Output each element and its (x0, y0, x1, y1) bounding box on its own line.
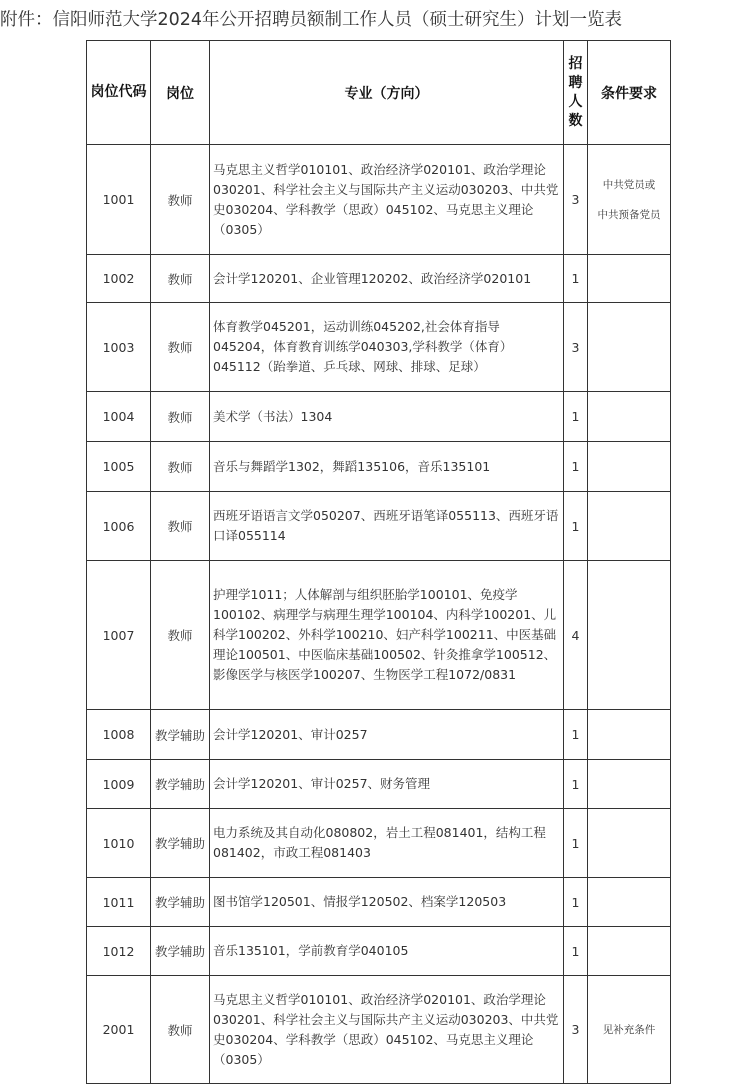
position-code: 1005 (87, 442, 151, 492)
position-name: 教学辅助 (151, 878, 210, 927)
position-code: 1007 (87, 561, 151, 710)
requirement-cell (588, 303, 671, 392)
recruit-count: 1 (564, 392, 588, 442)
recruit-count: 3 (564, 303, 588, 392)
table-row (87, 492, 671, 561)
position-name: 教师 (151, 255, 210, 303)
requirement-cell (588, 145, 671, 255)
header-major: 专业（方向） (210, 41, 564, 145)
position-name: 教师 (151, 303, 210, 392)
requirement-cell (588, 492, 671, 561)
header-position: 岗位 (151, 41, 210, 145)
position-code: 1004 (87, 392, 151, 442)
position-name: 教师 (151, 561, 210, 710)
major-cell: 会计学120201、审计0257、财务管理 (210, 760, 564, 809)
position-code: 1006 (87, 492, 151, 561)
position-code: 1012 (87, 927, 151, 976)
recruit-count: 1 (564, 710, 588, 760)
table-row (87, 255, 671, 303)
table-row (87, 927, 671, 976)
position-name: 教学辅助 (151, 760, 210, 809)
table-row (87, 878, 671, 927)
position-name: 教师 (151, 492, 210, 561)
table-row (87, 710, 671, 760)
position-code: 1008 (87, 710, 151, 760)
major-cell: 音乐135101，学前教育学040105 (210, 927, 564, 976)
header-requirements: 条件要求 (588, 41, 671, 145)
recruit-count: 1 (564, 927, 588, 976)
table-row (87, 303, 671, 392)
position-code: 1009 (87, 760, 151, 809)
recruit-count: 1 (564, 442, 588, 492)
position-name: 教师 (151, 392, 210, 442)
recruit-count: 3 (564, 976, 588, 1084)
position-name: 教师 (151, 442, 210, 492)
position-name: 教师 (151, 145, 210, 255)
table-row (87, 561, 671, 710)
header-position-code: 岗位代码 (87, 41, 151, 145)
requirement-cell (588, 760, 671, 809)
requirement-cell (588, 878, 671, 927)
recruit-count: 3 (564, 145, 588, 255)
requirement-cell (588, 710, 671, 760)
position-code: 1010 (87, 809, 151, 878)
major-cell: 马克思主义哲学010101、政治经济学020101、政治学理论030201、科学社会主义与国际共产主义运动030203、中共党史030204、学科教学（思政）045102、马克思主义理论（0305） (210, 145, 564, 255)
table-row (87, 976, 671, 1084)
recruit-count: 1 (564, 760, 588, 809)
recruit-count: 1 (564, 255, 588, 303)
position-name: 教学辅助 (151, 927, 210, 976)
major-cell: 马克思主义哲学010101、政治经济学020101、政治学理论030201、科学社会主义与国际共产主义运动030203、中共党史030204、学科教学（思政）045102、马克思主义理论（0305） (210, 976, 564, 1084)
requirement-cell (588, 976, 671, 1084)
recruit-count: 1 (564, 492, 588, 561)
header-row (87, 41, 671, 145)
position-name: 教师 (151, 976, 210, 1084)
requirement-cell (588, 809, 671, 878)
requirement-cell (588, 392, 671, 442)
table-row (87, 760, 671, 809)
position-code: 1003 (87, 303, 151, 392)
position-code: 1001 (87, 145, 151, 255)
requirement-cell (588, 442, 671, 492)
recruitment-plan-table (86, 40, 671, 1084)
requirement-line: 见补充条件 (602, 1023, 656, 1036)
major-cell: 会计学120201、审计0257 (210, 710, 564, 760)
requirement-line: 中共预备党员 (597, 208, 661, 221)
position-code: 2001 (87, 976, 151, 1084)
requirement-line: 中共党员或 (602, 178, 656, 191)
position-name: 教学辅助 (151, 809, 210, 878)
position-code: 1002 (87, 255, 151, 303)
requirement-cell (588, 561, 671, 710)
table-row (87, 809, 671, 878)
major-cell: 护理学1011；人体解剖与组织胚胎学100101、免疫学100102、病理学与病理生理学100104、内科学100201、儿科学100202、外科学100210、妇产科学100211、中医基础理论100501、中医临床基础100502、针灸推拿学100512、影像医学与核医学100207、生物医学工程1072/0831 (210, 561, 564, 710)
page-title: 附件：信阳师范大学2024年公开招聘员额制工作人员（硕士研究生）计划一览表 (0, 10, 623, 30)
recruit-count: 1 (564, 809, 588, 878)
recruit-count: 4 (564, 561, 588, 710)
major-cell: 图书馆学120501、情报学120502、档案学120503 (210, 878, 564, 927)
table-row (87, 442, 671, 492)
major-cell: 美术学（书法）1304 (210, 392, 564, 442)
position-name: 教学辅助 (151, 710, 210, 760)
major-cell: 会计学120201、企业管理120202、政治经济学020101 (210, 255, 564, 303)
major-cell: 西班牙语语言文学050207、西班牙语笔译055113、西班牙语口译055114 (210, 492, 564, 561)
major-cell: 音乐与舞蹈学1302，舞蹈135106，音乐135101 (210, 442, 564, 492)
recruit-count: 1 (564, 878, 588, 927)
header-recruit-count: 招聘人数 (564, 41, 588, 145)
requirement-cell (588, 255, 671, 303)
major-cell: 电力系统及其自动化080802，岩土工程081401，结构工程081402，市政工程081403 (210, 809, 564, 878)
requirement-cell (588, 927, 671, 976)
position-code: 1011 (87, 878, 151, 927)
table-row (87, 392, 671, 442)
major-cell: 体育教学045201，运动训练045202,社会体育指导045204，体育教育训练学040303,学科教学（体育）045112（跆拳道、乒乓球、网球、排球、足球） (210, 303, 564, 392)
table-row (87, 145, 671, 255)
